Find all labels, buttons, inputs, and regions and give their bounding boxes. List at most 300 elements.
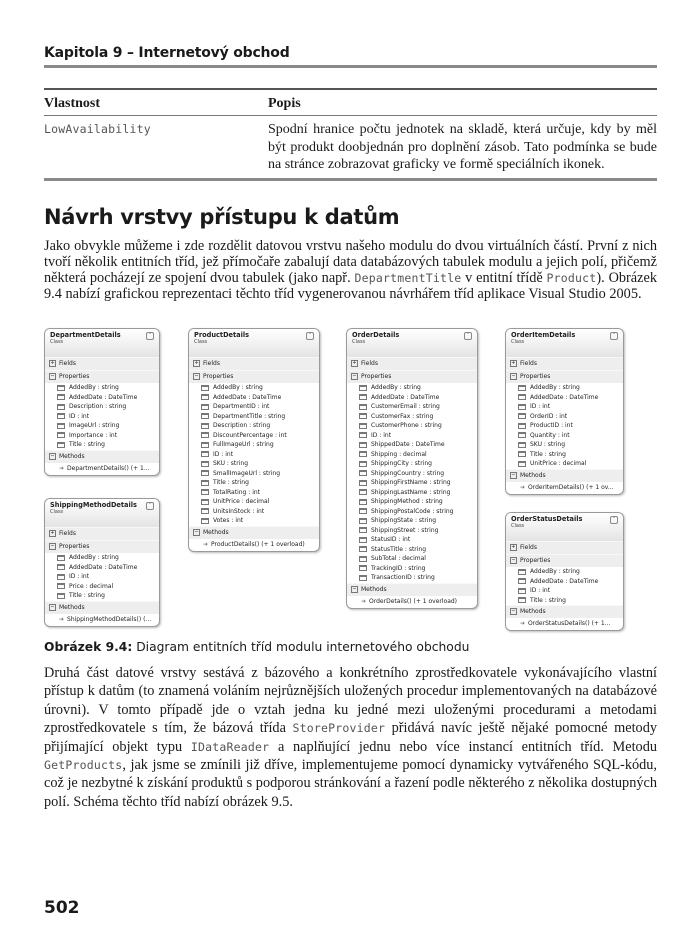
caption-label: Obrázek 9.4: (44, 640, 133, 654)
property-icon (201, 508, 209, 514)
property-icon (359, 413, 367, 419)
method-label: OrderDetails() (+ 1 overload) (369, 597, 458, 605)
class-kind: Class (194, 339, 208, 345)
property-item (506, 383, 623, 393)
section-label: Methods (520, 471, 546, 479)
section-methods[interactable] (189, 526, 319, 539)
property-item (189, 488, 319, 498)
property-item (347, 421, 477, 431)
property-label: SKU : string (213, 460, 249, 467)
section-properties[interactable] (45, 370, 159, 383)
property-label: ID : int (69, 412, 90, 420)
table-row (44, 116, 657, 180)
section-label: Methods (59, 603, 85, 611)
property-icon (359, 394, 367, 400)
property-label: ShippingState : string (371, 517, 437, 524)
property-item (45, 591, 159, 601)
property-icon (201, 442, 209, 448)
class-header (45, 499, 159, 527)
property-item (189, 459, 319, 469)
body-paragraph-1 (44, 238, 657, 302)
class-name: ShippingMethodDetails (50, 501, 137, 509)
figure-caption (44, 640, 469, 654)
class-box (346, 328, 478, 609)
property-item (506, 412, 623, 422)
property-item (506, 450, 623, 460)
collapse-section-icon[interactable]: − (50, 603, 55, 610)
property-item (189, 478, 319, 488)
section-properties[interactable] (347, 370, 477, 383)
property-item (506, 421, 623, 431)
section-methods[interactable] (506, 469, 623, 482)
property-item (189, 393, 319, 403)
section-label: Methods (59, 452, 85, 460)
section-fields[interactable] (189, 357, 319, 370)
property-icon (359, 451, 367, 457)
property-icon (201, 470, 209, 476)
property-item (189, 383, 319, 393)
section-fields[interactable] (45, 357, 159, 370)
section-label: Methods (361, 585, 387, 593)
property-icon (518, 597, 526, 603)
section-label: Fields (59, 530, 76, 537)
collapse-icon[interactable]: ˄ (464, 332, 472, 340)
property-icon (57, 404, 65, 410)
property-label: AddedBy : string (69, 554, 119, 561)
collapse-icon[interactable]: ˄ (306, 332, 314, 340)
property-label: CustomerEmail : string (371, 403, 440, 410)
method-icon: ➜ (520, 483, 526, 491)
page-number: 502 (44, 898, 80, 918)
property-item (45, 572, 159, 582)
method-label: OrderItemDetails() (+ 1 ov... (528, 483, 614, 491)
property-label: ShippingCity : string (371, 460, 432, 467)
property-icon (201, 518, 209, 524)
property-icon (518, 569, 526, 575)
section-label: Fields (203, 360, 220, 367)
text: ). Obrázek 9.4 nabízí grafickou reprezentaci těchto tříd vygenerovanou návrhářem tříd aplikace Visual Studio 2005. (44, 270, 657, 302)
property-item (506, 586, 623, 596)
property-label: ShippingCountry : string (371, 469, 445, 477)
property-icon (359, 508, 367, 514)
property-label: Title : string (530, 596, 566, 604)
property-label: StatusID : int (371, 536, 411, 543)
section-methods[interactable] (506, 605, 623, 618)
property-icon (359, 575, 367, 581)
property-label: TransactionID : string (371, 574, 435, 581)
property-icon (359, 461, 367, 467)
property-item (347, 412, 477, 422)
property-item (189, 431, 319, 441)
section-label: Methods (520, 608, 546, 615)
caption-text: Diagram entitních tříd modulu internetového obchodu (132, 640, 470, 654)
property-label: AddedBy : string (213, 384, 263, 391)
property-item (189, 497, 319, 507)
property-item (506, 431, 623, 441)
property-icon (518, 451, 526, 457)
property-label: StatusTitle : string (371, 545, 427, 553)
class-name: OrderDetails (352, 331, 400, 339)
method-item (347, 596, 477, 608)
property-item (45, 412, 159, 422)
property-item (506, 440, 623, 450)
property-item (189, 421, 319, 431)
property-label: UnitPrice : decimal (213, 498, 270, 505)
property-label: AddedDate : DateTime (69, 563, 138, 571)
section-fields[interactable] (347, 357, 477, 370)
property-item (189, 450, 319, 460)
property-item (347, 545, 477, 555)
property-item (347, 450, 477, 460)
collapse-section-icon[interactable]: − (50, 452, 55, 459)
property-icon (201, 480, 209, 486)
property-label: ID : int (530, 587, 551, 594)
code-inline: StoreProvider (292, 721, 386, 736)
code-inline: GetProducts (44, 758, 123, 773)
property-label: DepartmentID : int (213, 403, 270, 410)
property-icon (201, 451, 209, 457)
property-item (347, 526, 477, 536)
property-item (189, 402, 319, 412)
section-properties[interactable] (506, 554, 623, 567)
class-box (44, 498, 160, 627)
section-label: Fields (59, 360, 76, 367)
method-label: OrderStatusDetails() (+ 1... (528, 620, 611, 627)
section-title: Návrh vrstvy přístupu k datům (44, 205, 400, 229)
class-kind: Class (50, 339, 64, 345)
text: a naplňující jednu nebo více instancí entitních tříd. Metodu (269, 738, 658, 755)
class-kind: Class (50, 509, 64, 515)
property-icon (518, 578, 526, 584)
column-header-property: Vlastnost (44, 89, 268, 116)
method-label: DepartmentDetails() (+ 1... (67, 464, 150, 472)
expand-icon[interactable]: + (511, 360, 516, 366)
property-item (506, 567, 623, 577)
class-header (506, 513, 623, 541)
property-icon (57, 574, 65, 580)
property-item (45, 553, 159, 563)
property-item (347, 564, 477, 574)
section-label: Properties (520, 373, 551, 380)
section-label: Properties (59, 373, 90, 380)
method-icon: ➜ (520, 620, 526, 627)
property-label: AddedDate : DateTime (530, 393, 599, 401)
property-label: Title : string (213, 479, 249, 486)
property-label: AddedBy : string (530, 568, 580, 575)
property-label: Importance : int (69, 431, 118, 439)
property-item (347, 554, 477, 564)
method-icon: ➜ (59, 464, 65, 472)
collapse-section-icon[interactable]: − (511, 557, 516, 563)
collapse-section-icon[interactable]: − (50, 373, 55, 379)
property-label: AddedDate : DateTime (530, 577, 599, 585)
property-icon (57, 593, 65, 599)
expand-icon[interactable]: + (352, 360, 357, 366)
property-item (347, 478, 477, 488)
property-label: AddedDate : DateTime (69, 393, 138, 401)
collapse-section-icon[interactable]: − (352, 373, 357, 379)
class-header (347, 329, 477, 357)
class-name: DepartmentDetails (50, 331, 121, 339)
code-inline: Product (546, 271, 597, 285)
property-icon (359, 423, 367, 429)
property-item (506, 596, 623, 606)
property-item (347, 459, 477, 469)
property-icon (359, 480, 367, 486)
property-item (45, 402, 159, 412)
property-label: TrackingID : string (371, 564, 426, 572)
method-icon: ➜ (203, 540, 209, 548)
property-item (347, 516, 477, 526)
section-fields[interactable] (506, 357, 623, 370)
property-icon (201, 499, 209, 505)
class-box (44, 328, 160, 476)
property-label: Title : string (69, 441, 105, 448)
property-label: AddedBy : string (530, 384, 580, 391)
method-item (506, 482, 623, 494)
collapse-icon[interactable]: ˄ (146, 332, 154, 340)
class-header (506, 329, 623, 357)
section-methods[interactable] (45, 601, 159, 614)
class-box (505, 512, 624, 631)
property-item (347, 383, 477, 393)
property-item (506, 459, 623, 469)
collapse-section-icon[interactable]: − (50, 543, 55, 549)
section-label: Methods (203, 528, 229, 536)
section-methods[interactable] (45, 450, 159, 463)
property-label: ShippingPostalCode : string (371, 507, 454, 515)
property-label: ShippingFirstName : string (371, 479, 451, 486)
property-item (45, 383, 159, 393)
property-label: AddedDate : DateTime (371, 393, 440, 401)
property-icon (359, 537, 367, 543)
property-item (189, 507, 319, 517)
property-label: Description : string (213, 422, 271, 429)
property-item (347, 393, 477, 403)
property-item (347, 535, 477, 545)
method-icon: ➜ (59, 615, 65, 623)
property-icon (201, 404, 209, 410)
property-item (506, 402, 623, 412)
method-item (45, 463, 159, 475)
property-icon (359, 442, 367, 448)
property-label: ID : int (530, 403, 551, 410)
property-label: ID : int (69, 573, 90, 580)
property-label: ID : int (371, 431, 392, 439)
property-label: DepartmentTitle : string (213, 412, 286, 420)
property-item (347, 488, 477, 498)
property-icon (201, 432, 209, 438)
method-item (189, 539, 319, 551)
property-icon (201, 385, 209, 391)
text: Druhá část datové vrstvy sestává z bázového a konkrétního zprostředkovatele vykonávajícího vlastní přístup k datům (to znamená voláním nejrůznějších uložených procedur implementovaných na databázové úrovni). V tomto případě jde o vztah jedna ku jedné mezi uloženými procedurami a metodami zprostředkovatele s tím, že bázová třída (44, 665, 657, 737)
property-icon (57, 394, 65, 400)
running-head: Kapitola 9 – Internetový obchod (44, 45, 290, 61)
section-methods[interactable] (347, 583, 477, 596)
method-icon: ➜ (361, 597, 367, 605)
property-label: ShippingMethod : string (371, 498, 443, 505)
class-box (505, 328, 624, 495)
expand-icon[interactable]: + (194, 360, 199, 366)
property-icon (359, 556, 367, 562)
property-label: ShippedDate : DateTime (371, 441, 445, 448)
property-label: SubTotal : decimal (371, 555, 426, 562)
class-kind: Class (511, 339, 525, 345)
property-item (45, 393, 159, 403)
property-label: AddedDate : DateTime (213, 393, 282, 401)
property-item (347, 469, 477, 479)
property-item (347, 507, 477, 517)
property-icon (518, 588, 526, 594)
text: , jak jsme se zmínili již dříve, implementujeme pomocí dynamicky vytvářeného SQL-kódu, což je nezbytné k získání produktů s podporou stránkování a řazení podle některého z několika dostupných polí. Schéma těchto tříd nabízí obrázek 9.5. (44, 757, 657, 810)
expand-icon[interactable]: + (50, 530, 55, 536)
section-label: Fields (361, 360, 378, 367)
property-item (347, 402, 477, 412)
section-label: Properties (520, 557, 551, 564)
section-fields[interactable] (45, 527, 159, 540)
collapse-icon[interactable]: ˄ (146, 502, 154, 510)
class-box (188, 328, 320, 552)
property-label: Votes : int (213, 517, 244, 524)
property-item (189, 469, 319, 479)
property-icon (518, 432, 526, 438)
property-label: Title : string (530, 450, 566, 458)
property-label: TotalRating : int (213, 488, 261, 496)
text: přidává navíc ještě nějaké pomocné metody přijímající objekt typu (44, 720, 657, 755)
collapse-section-icon[interactable]: − (511, 471, 516, 478)
method-item (506, 618, 623, 630)
property-label: ShippingLastName : string (371, 488, 451, 496)
property-icon (57, 564, 65, 570)
property-item (189, 440, 319, 450)
section-label: Fields (520, 544, 537, 551)
property-label: AddedBy : string (69, 384, 119, 391)
property-icon (201, 423, 209, 429)
collapse-icon[interactable]: ˄ (610, 332, 618, 340)
class-name: ProductDetails (194, 331, 250, 339)
property-label: AddedBy : string (371, 384, 421, 391)
property-icon (359, 385, 367, 391)
property-icon (201, 394, 209, 400)
property-label: SmallImageUrl : string (213, 469, 281, 477)
property-label: ImageUrl : string (69, 422, 120, 429)
property-label: Price : decimal (69, 582, 114, 590)
property-label: FullImageUrl : string (213, 441, 274, 448)
property-item (189, 516, 319, 526)
property-icon (518, 413, 526, 419)
property-label: ID : int (213, 450, 234, 458)
property-item (506, 577, 623, 587)
section-label: Properties (361, 373, 392, 380)
section-properties[interactable] (45, 540, 159, 553)
property-item (189, 412, 319, 422)
property-description: Spodní hranice počtu jednotek na skladě, která určuje, kdy by měl být produkt doobjednán pro doplnění zásob. Tato podmínka se bude na stránce zobrazovat graficky ve formě speciálních ikonek. (268, 116, 657, 180)
column-header-description: Popis (268, 89, 657, 116)
property-label: CustomerFax : string (371, 412, 434, 420)
property-label: OrderID : int (530, 412, 568, 420)
property-icon (359, 470, 367, 476)
property-icon (57, 555, 65, 561)
collapse-section-icon[interactable]: − (194, 373, 199, 379)
section-label: Fields (520, 360, 537, 367)
property-icon (518, 461, 526, 467)
property-icon (57, 423, 65, 429)
expand-icon[interactable]: + (50, 360, 55, 366)
body-paragraph-2 (44, 664, 657, 811)
property-item (45, 421, 159, 431)
property-label: SKU : string (530, 441, 566, 448)
property-label: ShippingStreet : string (371, 526, 439, 534)
class-header (45, 329, 159, 357)
class-name: OrderItemDetails (511, 331, 576, 339)
property-item (45, 440, 159, 450)
collapse-section-icon[interactable]: − (511, 373, 516, 379)
property-icon (201, 489, 209, 495)
property-label: Title : string (69, 592, 105, 599)
property-icon (518, 394, 526, 400)
property-icon (57, 432, 65, 438)
collapse-section-icon[interactable]: − (511, 608, 516, 614)
property-icon (359, 546, 367, 552)
property-item (347, 431, 477, 441)
section-properties[interactable] (506, 370, 623, 383)
class-kind: Class (511, 523, 525, 529)
expand-icon[interactable]: + (511, 544, 516, 550)
collapse-section-icon[interactable]: − (352, 585, 357, 592)
property-icon (359, 527, 367, 533)
text: v entitní třídě (461, 270, 547, 286)
header-rule (44, 65, 657, 68)
collapse-section-icon[interactable]: − (194, 528, 199, 535)
property-label: UnitPrice : decimal (530, 460, 587, 467)
section-label: Properties (203, 373, 234, 380)
property-icon (518, 385, 526, 391)
code-inline: IDataReader (190, 739, 270, 754)
section-properties[interactable] (189, 370, 319, 383)
property-item (347, 497, 477, 507)
property-icon (359, 489, 367, 495)
property-icon (201, 461, 209, 467)
property-label: UnitsInStock : int (213, 507, 265, 515)
property-item (347, 573, 477, 583)
class-name: OrderStatusDetails (511, 515, 583, 523)
class-kind: Class (352, 339, 366, 345)
property-icon (359, 565, 367, 571)
property-label: ProductID : int (530, 422, 573, 429)
class-header (189, 329, 319, 357)
text: Jako obvykle můžeme i zde rozdělit datovou vrstvu našeho modulu do dvou virtuálních částí. První z nich tvoří několik entitních tříd, jež přímočaře zabalují data databázových tabulek modulu a jejich polí, přičemž některá pocházejí ze spojení dvou tabulek (jako např. (44, 238, 657, 286)
property-icon (359, 518, 367, 524)
property-icon (57, 583, 65, 589)
collapse-icon[interactable]: ˄ (610, 516, 618, 524)
property-item (45, 431, 159, 441)
property-icon (57, 385, 65, 391)
property-table (44, 88, 657, 181)
property-item (506, 393, 623, 403)
section-fields[interactable] (506, 541, 623, 554)
property-icon (57, 413, 65, 419)
property-icon (518, 442, 526, 448)
property-icon (359, 432, 367, 438)
property-label: Shipping : decimal (371, 450, 427, 458)
property-name: LowAvailability (44, 122, 151, 136)
method-label: ProductDetails() (+ 1 overload) (211, 540, 305, 548)
property-label: Description : string (69, 403, 127, 410)
property-label: Quantity : int (530, 431, 570, 439)
method-item (45, 614, 159, 626)
property-label: DiscountPercentage : int (213, 431, 287, 439)
property-item (45, 563, 159, 573)
